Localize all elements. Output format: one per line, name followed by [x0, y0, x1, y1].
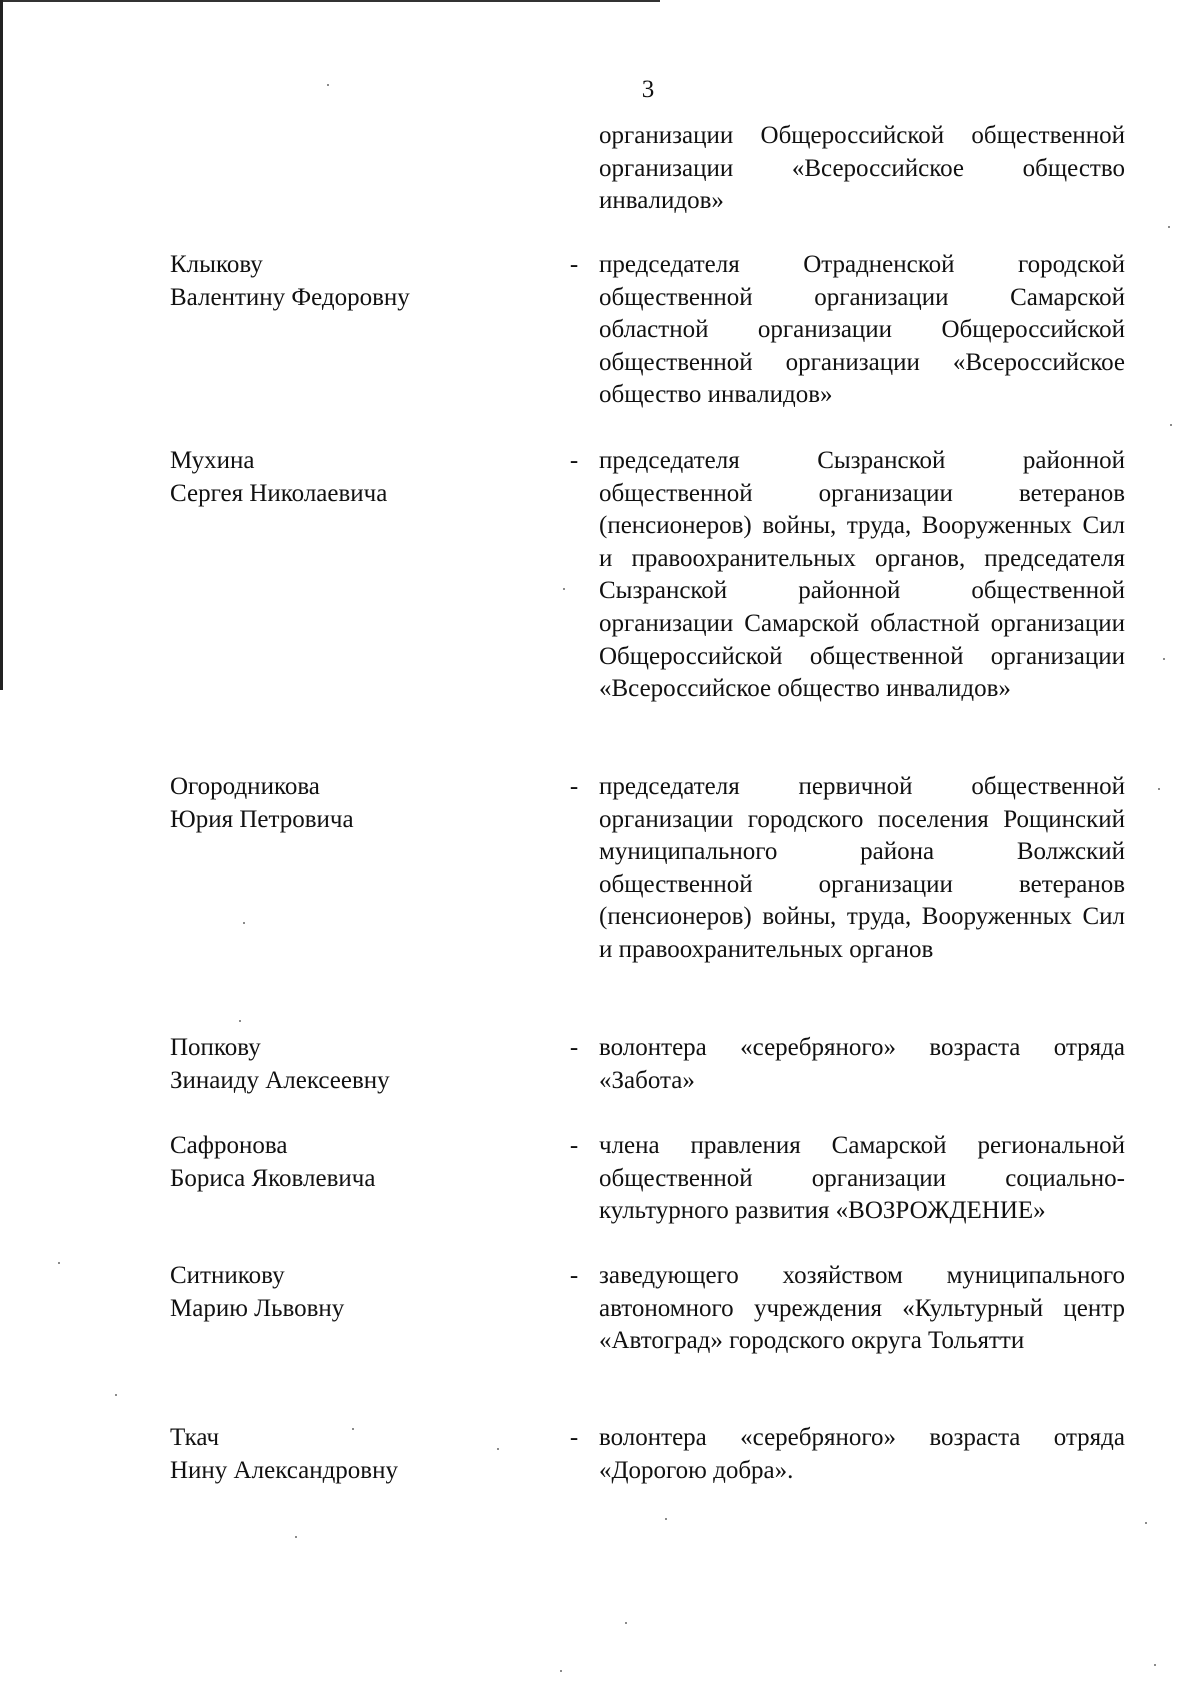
scan-speck: [625, 1622, 627, 1624]
surname: Мухина: [170, 447, 255, 474]
given-name: Нину Александровну: [170, 1456, 398, 1484]
given-name: Бориса Яковлевича: [170, 1164, 376, 1192]
scan-speck: [1154, 1664, 1156, 1666]
person-name: [170, 771, 550, 836]
scan-speck: [665, 1518, 667, 1520]
position-description: волонтера «серебряного» возраста отряда «Дорогою добра».: [599, 1424, 1125, 1484]
dash-separator: -: [569, 1132, 579, 1159]
scan-speck: [1145, 1522, 1147, 1524]
scan-speck: [239, 1020, 241, 1022]
continuation-text: организации Общероссийской общественной организации «Всероссийское общество инвалидов»: [599, 122, 1125, 215]
person-name: [170, 1032, 550, 1097]
position-description: председателя Сызранской районной общественной организации ветеранов (пенсионеров) войны, труда, Вооруженных Сил и правоохранительных органов, председателя Сызранской районной общественной организации Самарской областной организации Общероссийской общественной организации «Всероссийское общество инвалидов»: [599, 447, 1125, 703]
dash-separator: -: [569, 447, 579, 474]
person-name: [170, 1260, 550, 1325]
scan-top-edge: [0, 0, 660, 2]
surname: Попкову: [170, 1034, 261, 1061]
person-name: [170, 445, 550, 510]
dash-separator: -: [569, 773, 579, 800]
person-name: [170, 1422, 550, 1487]
position-description: председателя первичной общественной организации городского поселения Рощинский муниципального района Волжский общественной организации ветеранов (пенсионеров) войны, труда, Вооруженных Сил и правоохранительных органов: [599, 773, 1125, 963]
given-name: Марию Львовну: [170, 1294, 345, 1322]
scan-speck: [243, 922, 245, 924]
scan-speck: [352, 1428, 354, 1430]
given-name: Валентину Федоровну: [170, 283, 410, 311]
scan-speck: [115, 1394, 117, 1396]
surname: Ситникову: [170, 1262, 285, 1289]
scan-speck: [327, 84, 329, 86]
surname: Сафронова: [170, 1132, 288, 1159]
person-name: [170, 1130, 550, 1195]
scan-speck: [1170, 424, 1172, 426]
page-number: 3: [641, 76, 655, 103]
position-description: председателя Отрадненской городской общественной организации Самарской областной организации Общероссийской общественной организации «Всероссийское общество инвалидов»: [599, 251, 1125, 409]
surname: Ткач: [170, 1424, 220, 1451]
given-name: Юрия Петровича: [170, 805, 354, 833]
scan-speck: [560, 1670, 562, 1672]
dash-separator: -: [569, 1262, 579, 1289]
dash-separator: -: [569, 1034, 579, 1061]
scan-speck: [563, 588, 565, 590]
surname: Клыкову: [170, 251, 263, 278]
dash-separator: -: [569, 1424, 579, 1451]
scan-speck: [497, 1448, 499, 1450]
scan-speck: [295, 1536, 297, 1538]
scan-speck: [1168, 226, 1170, 228]
position-description: волонтера «серебряного» возраста отряда «Забота»: [599, 1034, 1125, 1094]
scan-speck: [1158, 788, 1160, 790]
dash-separator: -: [569, 251, 579, 278]
given-name: Сергея Николаевича: [170, 479, 388, 507]
scan-speck: [58, 1262, 60, 1264]
given-name: Зинаиду Алексеевну: [170, 1066, 390, 1094]
scan-speck: [1163, 658, 1165, 660]
person-name: [170, 249, 550, 314]
surname: Огородникова: [170, 773, 320, 800]
position-description: члена правления Самарской региональной общественной организации социально-культурного развития «ВОЗРОЖДЕНИЕ»: [599, 1132, 1125, 1225]
position-description: заведующего хозяйством муниципального автономного учреждения «Культурный центр «Автоград» городского округа Тольятти: [599, 1262, 1125, 1355]
